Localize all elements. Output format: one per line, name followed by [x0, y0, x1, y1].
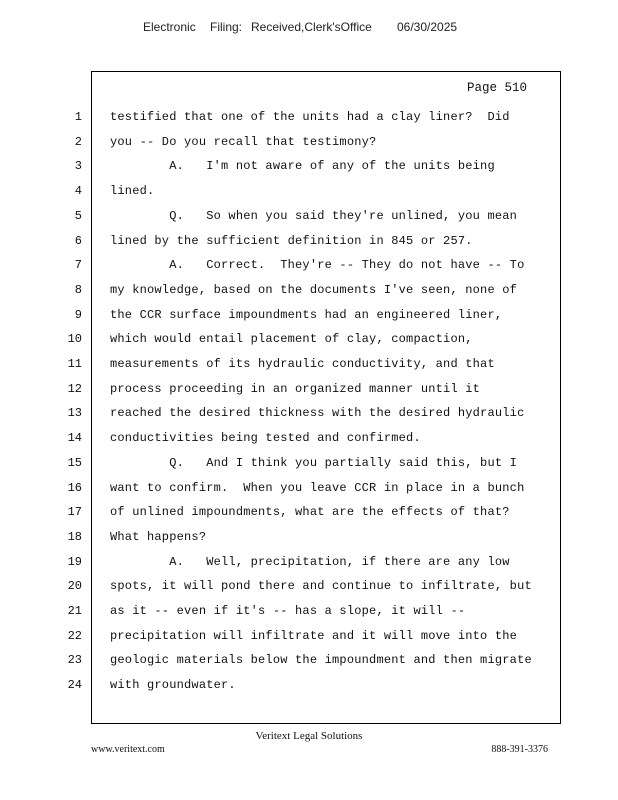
line-number: 1 [74, 110, 82, 124]
line-text: the CCR surface impoundments had an engineered liner, [110, 307, 503, 322]
line-text: want to confirm. When you leave CCR in place in a bunch [110, 480, 525, 495]
line-text: Q. And I think you partially said this, but I [110, 455, 518, 470]
footer-website: www.veritext.com [91, 744, 165, 755]
page-number: Page 510 [466, 81, 527, 95]
line-number: 18 [67, 529, 82, 544]
line-text: which would entail placement of clay, compaction, [110, 332, 473, 347]
line-number: 11 [67, 357, 82, 371]
line-text: measurements of its hydraulic conductivity, and that [110, 357, 495, 371]
line-text: What happens? [110, 529, 207, 544]
line-text: you -- Do you recall that testimony? [110, 134, 377, 149]
line-number: 24 [67, 678, 82, 693]
line-number: 21 [67, 604, 82, 618]
line-number: 13 [67, 406, 82, 421]
line-number: 16 [67, 480, 82, 495]
line-text: Q. So when you said they're unlined, you mean [110, 208, 518, 223]
line-number: 15 [67, 455, 82, 470]
line-text: A. Well, precipitation, if there are any low [110, 554, 510, 569]
line-number: 20 [67, 579, 82, 594]
line-number: 5 [74, 208, 82, 223]
line-text: my knowledge, based on the documents I've seen, none of [110, 282, 518, 297]
line-number: 7 [74, 258, 82, 273]
line-text: lined by the sufficient definition in 845 or 257. [110, 233, 473, 248]
transcript-page-frame [91, 71, 561, 724]
line-number: 19 [67, 554, 82, 569]
line-number: 17 [67, 505, 82, 520]
filing-stamp [0, 20, 618, 38]
line-text: conductivities being tested and confirmed. [110, 431, 421, 446]
line-text: lined. [110, 184, 155, 199]
line-number: 3 [74, 159, 82, 174]
line-text: of unlined impoundments, what are the effects of that? [110, 505, 510, 520]
line-number: 8 [74, 282, 82, 297]
line-text: with groundwater. [110, 678, 236, 693]
line-number: 23 [67, 653, 82, 668]
line-text: process proceeding in an organized manner until it [110, 381, 481, 396]
stamp-date: 06/30/2025 [397, 20, 458, 34]
line-text: testified that one of the units had a clay liner? Did [110, 110, 510, 124]
line-number: 4 [74, 184, 82, 199]
line-number: 14 [67, 431, 82, 446]
line-number: 9 [74, 307, 82, 322]
line-text: geologic materials below the impoundment and then migrate [110, 653, 532, 668]
line-number: 10 [67, 332, 82, 347]
footer-company: Veritext Legal Solutions [255, 730, 363, 742]
line-text: precipitation will infiltrate and it will move into the [110, 628, 518, 643]
line-number: 12 [67, 381, 82, 396]
line-text: as it -- even if it's -- has a slope, it will -- [110, 604, 466, 618]
stamp-received: Received,Clerk'sOffice [251, 20, 372, 34]
stamp-filing: Filing: [210, 20, 243, 34]
line-text: reached the desired thickness with the desired hydraulic [110, 406, 525, 421]
footer-phone: 888-391-3376 [491, 744, 548, 755]
stamp-electronic: Electronic [143, 20, 196, 34]
line-number: 22 [67, 628, 82, 643]
line-text: spots, it will pond there and continue to infiltrate, but [110, 579, 532, 594]
line-number: 2 [74, 134, 82, 149]
line-number: 6 [74, 233, 82, 248]
line-text: A. I'm not aware of any of the units being [110, 159, 495, 174]
line-text: A. Correct. They're -- They do not have -- To [110, 258, 525, 273]
